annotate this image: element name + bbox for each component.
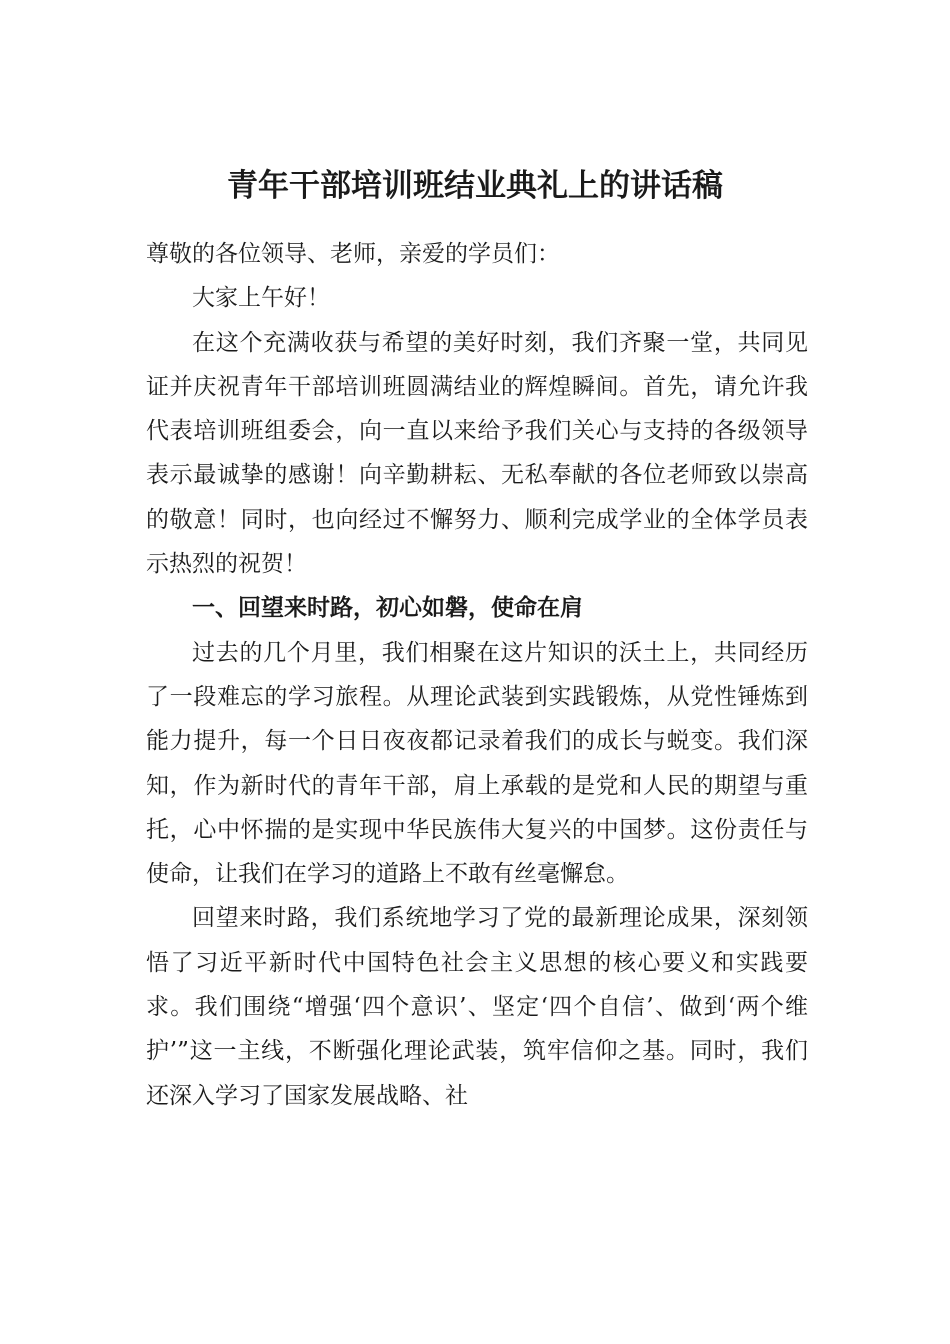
greeting: 大家上午好！ (192, 285, 330, 312)
paragraph-journey: 过去的几个月里，我们相聚在这片知识的沃土上，共同经历了一段难忘的学习旅程。从理论武装到实践锻炼，从党性锤炼到能力提升，每一个日日夜夜都记录着我们的成长与蜕变。我们深知，作为新时代的青年干部，肩上承载的是党和人民的期望与重托，心中怀揣的是实现中华民族伟大复兴的中国梦。这份责任与使命，让我们在学习的道路上不敢有丝毫懈怠。 (146, 639, 808, 888)
paragraph-opening: 在这个充满收获与希望的美好时刻，我们齐聚一堂，共同见证并庆祝青年干部培训班圆满结业的辉煌瞬间。首先，请允许我代表培训班组委会，向一直以来给予我们关心与支持的各级领导表示最诚挚的感谢！向辛勤耕耘、无私奉献的各位老师致以崇高的敬意！同时，也向经过不懈努力、顺利完成学业的全体学员表示热烈的祝贺！ (146, 329, 808, 578)
document-body (146, 232, 808, 1118)
paragraph-theory: 回望来时路，我们系统地学习了党的最新理论成果，深刻领悟了习近平新时代中国特色社会主义思想的核心要义和实践要求。我们围绕“增强‘四个意识’、坚定‘四个自信’、做到‘两个维护’”这一主线，不断强化理论武装，筑牢信仰之基。同时，我们还深入学习了国家发展战略、社 (146, 905, 808, 1109)
salutation: 尊敬的各位领导、老师，亲爱的学员们： (146, 241, 560, 267)
document-title: 青年干部培训班结业典礼上的讲话稿 (227, 168, 723, 204)
section-heading: 一、回望来时路，初心如磐，使命在肩 (192, 595, 583, 622)
